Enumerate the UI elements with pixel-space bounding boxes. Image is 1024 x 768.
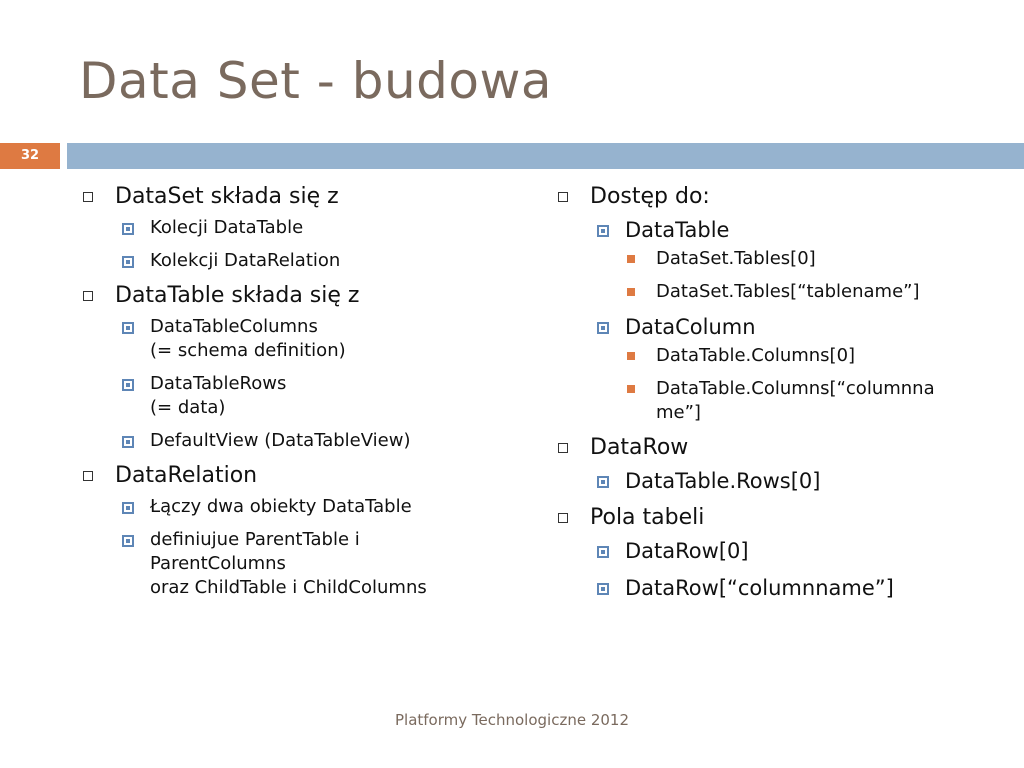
sub-sub-bullet-item xyxy=(625,377,1005,425)
bullet-datarelation xyxy=(80,462,520,600)
sub-bullet-item xyxy=(590,537,1005,565)
sub-bullet-item xyxy=(590,216,1005,304)
sub-bullet-item xyxy=(115,528,520,600)
bullet-text: DataTable składa się z xyxy=(115,283,360,308)
sub-sub-bullet-text: DataSet.Tables[0] xyxy=(656,248,816,269)
sub-bullet-text: Łączy dwa obiekty DataTable xyxy=(150,496,412,517)
framed-square-bullet-icon xyxy=(597,322,609,334)
sub-sub-bullet-text: DataSet.Tables[“tablename”] xyxy=(656,281,920,302)
sub-sub-bullet-text: DataTable.Columns[“columnna xyxy=(656,378,935,399)
filled-square-bullet-icon xyxy=(627,352,635,360)
bullet-text: DataRow xyxy=(590,435,689,460)
sub-sub-bullet-item xyxy=(625,344,1005,368)
sub-sub-bullet-item xyxy=(625,247,1005,271)
filled-square-bullet-icon xyxy=(627,385,635,393)
bullet-text: Dostęp do: xyxy=(590,184,710,209)
sub-bullet-text: Kolekcji DataRelation xyxy=(150,250,341,271)
page-number-badge: 32 xyxy=(0,143,60,169)
sub-bullet-text: DataRow[0] xyxy=(625,539,749,563)
sub-bullet-text: DataTableColumns xyxy=(150,316,318,337)
sub-bullet-text: (= schema definition) xyxy=(150,340,346,361)
sub-sub-bullet-list xyxy=(625,344,1005,425)
hollow-square-bullet-icon xyxy=(83,471,93,481)
framed-square-bullet-icon xyxy=(122,535,134,547)
framed-square-bullet-icon xyxy=(597,583,609,595)
framed-square-bullet-icon xyxy=(122,379,134,391)
sub-bullet-item xyxy=(115,429,520,453)
framed-square-bullet-icon xyxy=(122,322,134,334)
bullet-text: DataRelation xyxy=(115,463,258,488)
bullet-datatable-composition xyxy=(80,282,520,453)
sub-bullet-text: Kolecji DataTable xyxy=(150,217,304,238)
framed-square-bullet-icon xyxy=(122,436,134,448)
sub-bullet-item xyxy=(590,467,1005,495)
bullet-table-fields xyxy=(555,504,1005,602)
sub-bullet-item xyxy=(590,313,1005,425)
sub-bullet-text: definiujue ParentTable i xyxy=(150,529,360,550)
filled-square-bullet-icon xyxy=(627,255,635,263)
sub-bullet-text: oraz ChildTable i ChildColumns xyxy=(150,577,427,598)
divider-band xyxy=(67,143,1024,169)
bullet-text: Pola tabeli xyxy=(590,505,705,530)
left-column xyxy=(80,183,520,609)
slide-footer: Platformy Technologiczne 2012 xyxy=(394,711,630,729)
framed-square-bullet-icon xyxy=(597,476,609,488)
sub-bullet-text: DataTable xyxy=(625,218,730,242)
sub-bullet-item xyxy=(115,315,520,363)
sub-bullet-item xyxy=(115,495,520,519)
sub-sub-bullet-list xyxy=(625,247,1005,304)
framed-square-bullet-icon xyxy=(122,502,134,514)
framed-square-bullet-icon xyxy=(597,225,609,237)
sub-bullet-list xyxy=(115,315,520,453)
sub-bullet-list xyxy=(115,495,520,600)
sub-bullet-item xyxy=(590,574,1005,602)
sub-bullet-text: DataTable.Rows[0] xyxy=(625,469,821,493)
sub-bullet-text: DefaultView (DataTableView) xyxy=(150,430,411,451)
sub-bullet-item xyxy=(115,372,520,420)
right-column xyxy=(555,183,1005,611)
hollow-square-bullet-icon xyxy=(558,513,568,523)
bullet-dataset-composition xyxy=(80,183,520,273)
hollow-square-bullet-icon xyxy=(558,192,568,202)
left-bullet-list xyxy=(80,183,520,600)
sub-sub-bullet-text: me”] xyxy=(656,402,701,423)
title-divider-bar xyxy=(0,143,1024,169)
sub-sub-bullet-text: DataTable.Columns[0] xyxy=(656,345,856,366)
sub-bullet-list xyxy=(590,216,1005,425)
sub-bullet-text: DataRow[“columnname”] xyxy=(625,576,894,600)
bullet-access xyxy=(555,183,1005,425)
filled-square-bullet-icon xyxy=(627,288,635,296)
bullet-datarow xyxy=(555,434,1005,495)
sub-bullet-text: ParentColumns xyxy=(150,553,286,574)
hollow-square-bullet-icon xyxy=(558,443,568,453)
slide-title: Data Set - budowa xyxy=(79,52,553,110)
sub-bullet-item xyxy=(115,216,520,240)
sub-bullet-text: DataColumn xyxy=(625,315,756,339)
framed-square-bullet-icon xyxy=(122,256,134,268)
hollow-square-bullet-icon xyxy=(83,192,93,202)
bullet-text: DataSet składa się z xyxy=(115,184,339,209)
right-bullet-list xyxy=(555,183,1005,602)
sub-bullet-list xyxy=(115,216,520,273)
sub-bullet-list xyxy=(590,537,1005,602)
sub-bullet-list xyxy=(590,467,1005,495)
framed-square-bullet-icon xyxy=(597,546,609,558)
sub-bullet-text: (= data) xyxy=(150,397,226,418)
sub-bullet-text: DataTableRows xyxy=(150,373,287,394)
hollow-square-bullet-icon xyxy=(83,291,93,301)
sub-bullet-item xyxy=(115,249,520,273)
framed-square-bullet-icon xyxy=(122,223,134,235)
sub-sub-bullet-item xyxy=(625,280,1005,304)
